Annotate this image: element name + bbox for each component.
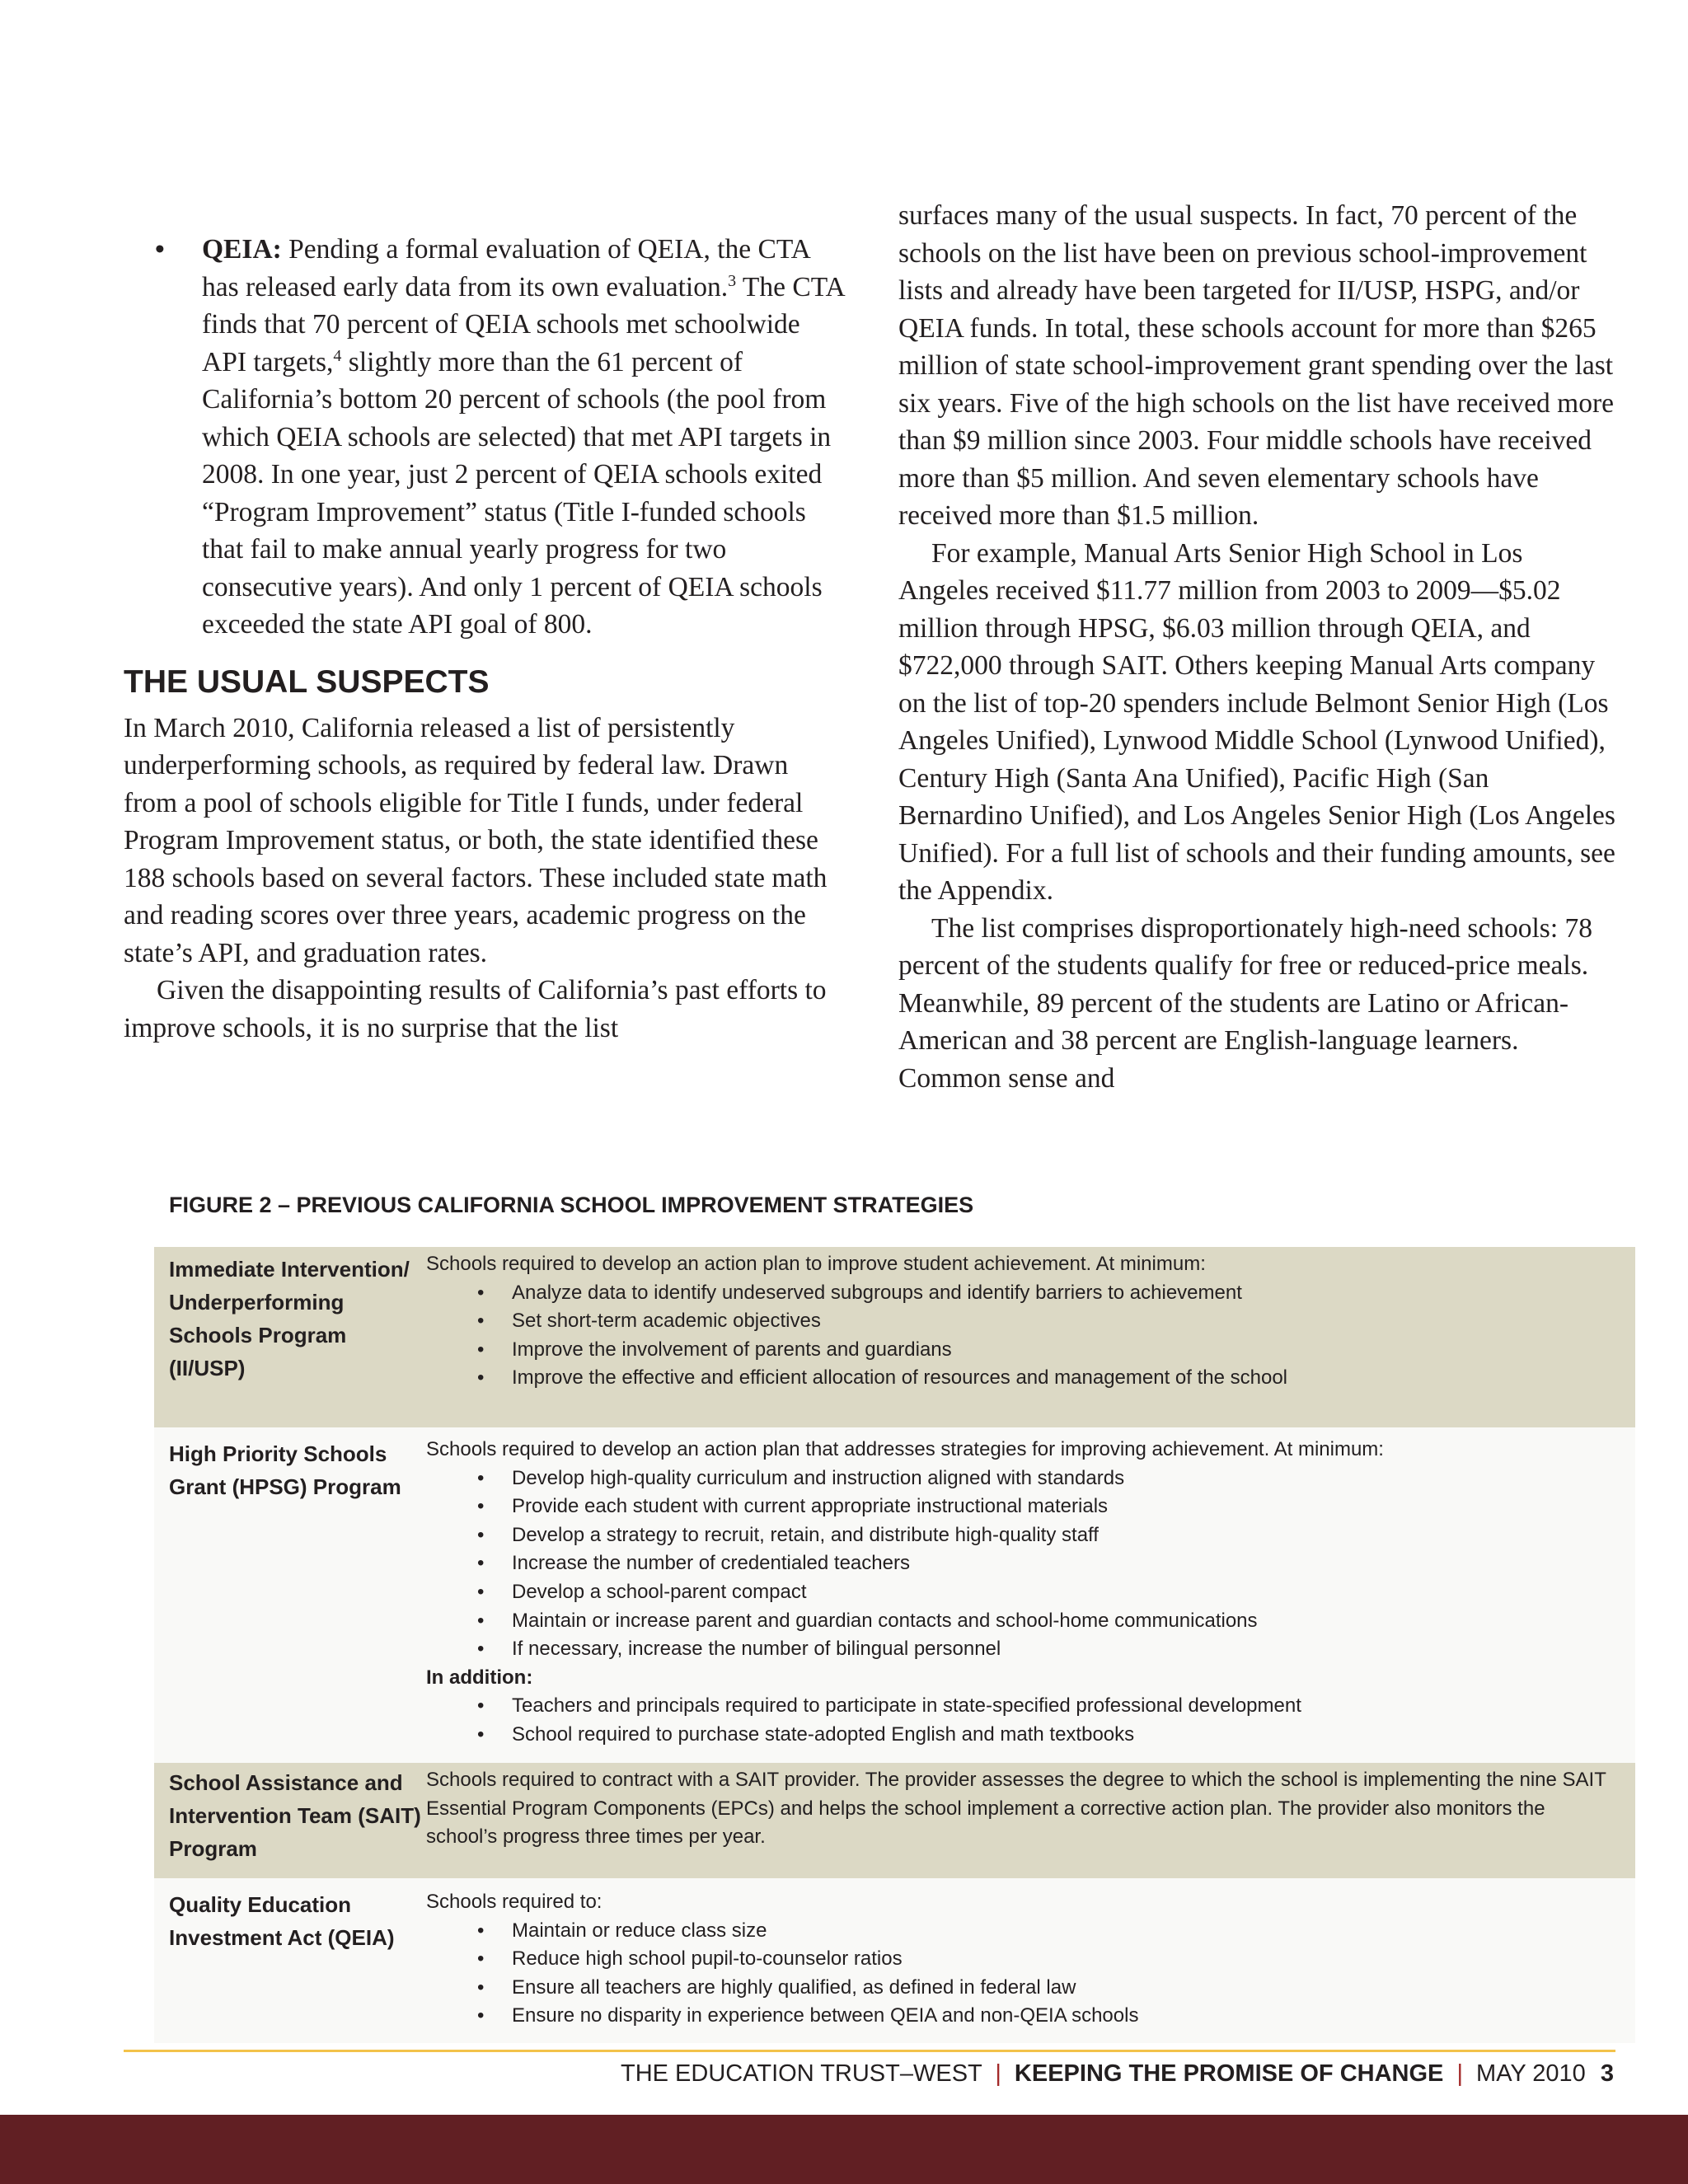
program-name: High Priority Schools Grant (HPSG) Program	[169, 1441, 401, 1499]
footnote-ref-3[interactable]: 3	[728, 271, 737, 290]
figure-title: FIGURE 2 – PREVIOUS CALIFORNIA SCHOOL IMPROVEMENT STRATEGIES	[169, 1193, 974, 1217]
program-name: Immediate Intervention/ Underperforming Schools Program (II/USP)	[169, 1257, 410, 1380]
program-description	[426, 1888, 1635, 2043]
qeia-bullet	[124, 231, 849, 644]
footer-org: THE EDUCATION TRUST–WEST	[620, 2060, 982, 2087]
list-item: • Ensure no disparity in experience between QEIA and non-QEIA schools	[426, 2002, 1620, 2031]
requirement-list	[426, 1917, 1620, 2031]
list-item: • School required to purchase state-adopted English and math textbooks	[426, 1721, 1620, 1750]
table-row	[154, 1427, 1635, 1763]
strategy-table	[154, 1247, 1635, 2043]
list-item: • Develop a strategy to recruit, retain, and distribute high-quality staff	[426, 1521, 1620, 1550]
list-item: • Reduce high school pupil-to-counselor ratios	[426, 1945, 1620, 1974]
list-item: • Develop a school-parent compact	[426, 1578, 1620, 1607]
requirement-list	[426, 1279, 1620, 1393]
paragraph: The list comprises disproportionately high-need schools: 78 percent of the students qualify for free or reduced-price meals. Meanwhile, 89 percent of the students are Latino or African-American and 38 percent are English-language learners. Common sense and	[898, 912, 1593, 1094]
list-item: • Provide each student with current appropriate instructional materials	[426, 1493, 1620, 1521]
list-item: • Set short-term academic objectives	[426, 1307, 1620, 1336]
list-item: • Teachers and principals required to participate in state-specified professional development	[426, 1692, 1620, 1721]
footer-separator: |	[995, 2060, 1001, 2087]
qeia-text-2: The CTA finds that 70 percent of QEIA schools met schoolwide API targets,	[202, 271, 844, 377]
list-item: • Maintain or increase parent and guardian contacts and school-home communications	[426, 1607, 1620, 1636]
bottom-band	[0, 2115, 1688, 2184]
program-description	[426, 1247, 1635, 1427]
requirement-list	[426, 1692, 1620, 1749]
list-item: • Analyze data to identify undeserved subgroups and identify barriers to achievement	[426, 1279, 1620, 1308]
footnote-ref-4[interactable]: 4	[333, 346, 342, 365]
table-row	[154, 1878, 1635, 2043]
page-footer	[621, 2060, 1614, 2088]
qeia-paragraph	[202, 231, 849, 644]
footer-rule	[124, 2050, 1615, 2052]
description-intro: Schools required to develop an action plan that addresses strategies for improving achievement. At minimum:	[426, 1438, 1384, 1460]
list-item: • Improve the effective and efficient allocation of resources and management of the school	[426, 1364, 1620, 1393]
description-intro: Schools required to develop an action plan to improve student achievement. At minimum:	[426, 1253, 1206, 1275]
right-column	[898, 197, 1615, 1097]
list-item: • Develop high-quality curriculum and instruction aligned with standards	[426, 1465, 1620, 1493]
addition-label: In addition:	[426, 1666, 533, 1689]
description-intro: Schools required to:	[426, 1891, 603, 1913]
requirement-list	[426, 1465, 1620, 1664]
bullet-icon: •	[155, 234, 165, 265]
paragraph: In March 2010, California released a list of persistently underperforming schools, as required by federal law. Drawn from a pool of schools eligible for Title I funds, under federal Program Improvement status, or both, the state identified these 188 schools based on several factors. These included state math and reading scores over three years, academic progress on the state’s API, and graduation rates.	[124, 712, 828, 968]
list-item: • Ensure all teachers are highly qualified, as defined in federal law	[426, 1974, 1620, 2003]
paragraph: For example, Manual Arts Senior High School in Los Angeles received $11.77 million from 2003 to 2009—$5.02 million through HPSG, $6.03 million through QEIA, and $722,000 through SAIT. Others keeping Manual Arts company on the list of top-20 spenders include Belmont Senior High (Los Angeles Unified), Lynwood Middle School (Lynwood Unified), Century High (Santa Ana Unified), Pacific High (San Bernardino Unified), and Los Angeles Senior High (Los Angeles Unified). For a full list of schools and their funding amounts, see the Appendix.	[898, 537, 1615, 906]
left-column	[124, 231, 844, 1047]
description-intro: Schools required to contract with a SAIT provider. The provider assesses the degree to which the school is implementing the nine SAIT Essential Program Components (EPCs) and helps the school implement a corrective action plan. The provider also monitors the school’s progress three times per year.	[426, 1769, 1606, 1849]
paragraph: Given the disappointing results of California’s past efforts to improve schools, it is no surprise that the list	[124, 975, 827, 1043]
table-row	[154, 1247, 1635, 1427]
page-number: 3	[1600, 2060, 1614, 2087]
footer-report-title: KEEPING THE PROMISE OF CHANGE	[1014, 2060, 1444, 2087]
paragraph: surfaces many of the usual suspects. In fact, 70 percent of the schools on the list have been on previous school-improvement lists and already have been targeted for II/USP, HSPG, and/or QEIA funds. In total, these schools account for more than $265 million of state school-improvement grant spending over the last six years. Five of the high schools on the list have received more than $9 million since 2003. Four middle schools have received more than $5 million. And seven elementary schools have received more than $1.5 million.	[898, 200, 1614, 531]
list-item: • Improve the involvement of parents and guardians	[426, 1336, 1620, 1365]
list-item: • Maintain or reduce class size	[426, 1917, 1620, 1946]
footer-separator: |	[1456, 2060, 1463, 2087]
list-item: • Increase the number of credentialed teachers	[426, 1549, 1620, 1578]
qeia-text-3: slightly more than the 61 percent of California’s bottom 20 percent of schools (the pool from which QEIA schools are selected) that met API targets in 2008. In one year, just 2 percent of QEIA schools exited “Program Improvement” status (Title I-funded schools that fail to make annual yearly progress for two consecutive years). And only 1 percent of QEIA schools exceeded the state API goal of 800.	[202, 346, 832, 640]
qeia-text-1: Pending a formal evaluation of QEIA, the CTA has released early data from its own evaluation.	[202, 234, 809, 302]
table-row	[154, 1763, 1635, 1878]
section-title: THE USUAL SUSPECTS	[124, 663, 490, 700]
footer-date: MAY 2010	[1476, 2060, 1586, 2087]
program-description	[426, 1436, 1635, 1763]
program-description	[426, 1766, 1635, 1878]
qeia-label: QEIA:	[202, 234, 282, 265]
program-name: School Assistance and Intervention Team (SAIT) Program	[169, 1770, 421, 1861]
list-item: • If necessary, increase the number of bilingual personnel	[426, 1635, 1620, 1664]
program-name: Quality Education Investment Act (QEIA)	[169, 1892, 395, 1950]
